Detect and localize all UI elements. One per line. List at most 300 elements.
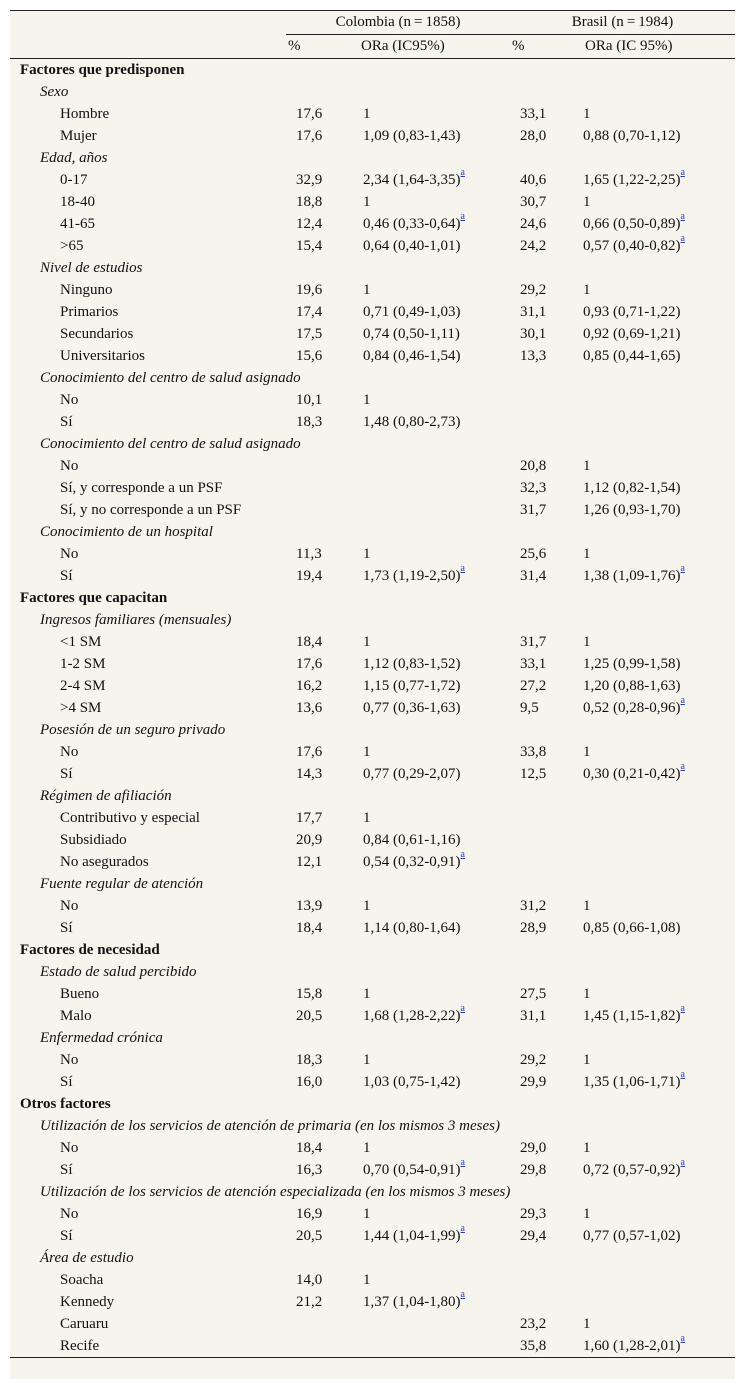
header-row-groups xyxy=(10,11,735,35)
colombia-pct-cell-text: 14,0 xyxy=(296,1272,323,1288)
brasil-pct-cell-text: 13,3 xyxy=(520,348,547,364)
brasil-ora-cell-text: 0,72 (0,57-0,92) xyxy=(583,1162,681,1178)
brasil-ora-cell-text: 1 xyxy=(583,1206,591,1222)
subgroup-title: Sexo xyxy=(40,84,69,100)
brasil-pct-cell xyxy=(510,1005,582,1027)
brasil-ora-cell-text: 0,66 (0,50-0,89) xyxy=(583,216,681,232)
results-table xyxy=(10,10,735,1358)
colombia-ora-cell xyxy=(358,1335,510,1358)
table-row xyxy=(10,455,735,477)
table-row xyxy=(10,499,735,521)
colombia-pct-cell xyxy=(286,1313,358,1335)
row-label xyxy=(10,1049,286,1071)
brasil-ora-cell xyxy=(582,235,735,257)
row-label xyxy=(10,675,286,697)
colombia-ora-cell xyxy=(358,191,510,213)
brasil-pct-cell xyxy=(510,565,582,587)
row-label-text: Malo xyxy=(60,1008,92,1024)
footnote-link[interactable]: a xyxy=(680,1333,685,1344)
row-label xyxy=(10,1137,286,1159)
brasil-ora-cell xyxy=(582,1269,735,1291)
brasil-pct-cell xyxy=(510,455,582,477)
brasil-ora-cell-text: 1 xyxy=(583,1052,591,1068)
brasil-ora-cell-text: 0,85 (0,66-1,08) xyxy=(583,920,681,936)
colombia-ora-cell xyxy=(358,917,510,939)
colombia-pct-cell xyxy=(286,1159,358,1181)
row-label-text: Secundarios xyxy=(60,326,134,342)
colombia-pct-cell-text: 12,4 xyxy=(296,216,323,232)
colombia-pct-cell xyxy=(286,191,358,213)
table-row xyxy=(10,1159,735,1181)
table-row xyxy=(10,675,735,697)
colombia-pct-cell-text: 18,4 xyxy=(296,634,323,650)
colombia-pct-cell-text: 17,4 xyxy=(296,304,323,320)
footnote-link[interactable]: a xyxy=(680,1157,685,1168)
row-label xyxy=(10,1291,286,1313)
row-label xyxy=(10,477,286,499)
colombia-ora-cell-text: 1 xyxy=(363,744,371,760)
subgroup-header-row xyxy=(10,873,735,895)
table-row xyxy=(10,829,735,851)
section-title: Factores de necesidad xyxy=(20,942,160,958)
row-label xyxy=(10,1005,286,1027)
section-header-row xyxy=(10,1093,735,1115)
colombia-pct-cell-text: 16,9 xyxy=(296,1206,323,1222)
brasil-ora-cell xyxy=(582,631,735,653)
colombia-ora-cell-text: 0,84 (0,46-1,54) xyxy=(363,348,461,364)
brasil-ora-cell xyxy=(582,741,735,763)
colombia-pct-cell-text: 16,3 xyxy=(296,1162,323,1178)
brasil-ora-cell xyxy=(582,191,735,213)
colombia-ora-cell-text: 1 xyxy=(363,810,371,826)
footnote-link[interactable]: a xyxy=(460,1157,465,1168)
subgroup-title: Utilización de los servicios de atención de primaria (en los mismos 3 meses) xyxy=(40,1118,500,1134)
brasil-pct-cell-text: 20,8 xyxy=(520,458,547,474)
brasil-ora-cell-text: 1,12 (0,82-1,54) xyxy=(583,480,681,496)
colombia-pct-cell xyxy=(286,741,358,763)
row-label-text: Sí xyxy=(60,920,73,936)
colombia-ora-cell xyxy=(358,829,510,851)
subgroup-title: Fuente regular de atención xyxy=(40,876,204,892)
brasil-pct-cell xyxy=(510,411,582,433)
colombia-pct-cell xyxy=(286,1269,358,1291)
section-title: Factores que predisponen xyxy=(20,62,185,78)
subgroup-title: Estado de salud percibido xyxy=(40,964,197,980)
brasil-pct-cell xyxy=(510,631,582,653)
brasil-ora-cell xyxy=(582,807,735,829)
row-label xyxy=(10,741,286,763)
brasil-pct-cell xyxy=(510,477,582,499)
row-label xyxy=(10,543,286,565)
colombia-pct-cell-text: 19,6 xyxy=(296,282,323,298)
colombia-pct-cell-text: 16,0 xyxy=(296,1074,323,1090)
row-label xyxy=(10,169,286,191)
subgroup-header-row xyxy=(10,961,735,983)
brasil-ora-cell xyxy=(582,1071,735,1093)
brasil-pct-cell xyxy=(510,323,582,345)
brasil-pct-cell-text: 25,6 xyxy=(520,546,547,562)
row-label-text: Soacha xyxy=(60,1272,104,1288)
row-label xyxy=(10,323,286,345)
brasil-pct-cell-text: 33,1 xyxy=(520,656,547,672)
brasil-pct-cell-text: 30,1 xyxy=(520,326,547,342)
brasil-ora-cell xyxy=(582,213,735,235)
footnote-link[interactable]: a xyxy=(460,1003,465,1014)
brasil-ora-cell xyxy=(582,1225,735,1247)
colombia-pct-cell-text: 18,3 xyxy=(296,1052,323,1068)
colombia-pct-cell-text: 12,1 xyxy=(296,854,323,870)
footnote-link[interactable]: a xyxy=(460,1289,465,1300)
row-label xyxy=(10,389,286,411)
table-body xyxy=(10,59,735,1358)
colombia-ora-cell-text: 1,03 (0,75-1,42) xyxy=(363,1074,461,1090)
subgroup-title: Conocimiento de un hospital xyxy=(40,524,213,540)
subgroup-header-row xyxy=(10,609,735,631)
colombia-ora-cell-text: 0,70 (0,54-0,91) xyxy=(363,1162,461,1178)
brasil-pct-cell-text: 33,1 xyxy=(520,106,547,122)
brasil-ora-cell-text: 1 xyxy=(583,458,591,474)
colombia-ora-cell-text: 0,64 (0,40-1,01) xyxy=(363,238,461,254)
brasil-pct-cell xyxy=(510,279,582,301)
colombia-pct-cell xyxy=(286,543,358,565)
row-label-text: No xyxy=(60,1140,79,1156)
brasil-pct-cell xyxy=(510,675,582,697)
colombia-pct-cell xyxy=(286,697,358,719)
row-label xyxy=(10,851,286,873)
brasil-ora-cell xyxy=(582,345,735,367)
table-row xyxy=(10,213,735,235)
brasil-ora-cell xyxy=(582,653,735,675)
colombia-ora-cell xyxy=(358,455,510,477)
colombia-pct-cell-text: 16,2 xyxy=(296,678,323,694)
colombia-pct-cell-text: 10,1 xyxy=(296,392,323,408)
brasil-pct-cell xyxy=(510,389,582,411)
colombia-pct-cell-text: 19,4 xyxy=(296,568,323,584)
brasil-pct-cell xyxy=(510,1137,582,1159)
header-pct-colombia: % xyxy=(286,35,358,59)
colombia-pct-cell xyxy=(286,1049,358,1071)
brasil-ora-cell xyxy=(582,1203,735,1225)
colombia-pct-cell xyxy=(286,455,358,477)
row-label xyxy=(10,565,286,587)
row-label xyxy=(10,1203,286,1225)
subgroup-title: Ingresos familiares (mensuales) xyxy=(40,612,232,628)
colombia-pct-cell xyxy=(286,851,358,873)
brasil-ora-cell xyxy=(582,103,735,125)
row-label-text: >65 xyxy=(60,238,84,254)
row-label-text: Caruaru xyxy=(60,1316,109,1332)
subgroup-header-row xyxy=(10,1247,735,1269)
table-row xyxy=(10,895,735,917)
subgroup-title: Conocimiento del centro de salud asignado xyxy=(40,436,301,452)
row-label xyxy=(10,1335,286,1358)
brasil-ora-cell xyxy=(582,125,735,147)
colombia-ora-cell xyxy=(358,1049,510,1071)
footnote-link[interactable]: a xyxy=(680,1003,685,1014)
brasil-ora-cell xyxy=(582,477,735,499)
brasil-pct-cell-text: 29,2 xyxy=(520,282,547,298)
footnote-link[interactable]: a xyxy=(460,563,465,574)
row-label xyxy=(10,499,286,521)
colombia-pct-cell-text: 21,2 xyxy=(296,1294,323,1310)
table-row xyxy=(10,631,735,653)
row-label-text: Sí, y corresponde a un PSF xyxy=(60,480,223,496)
brasil-pct-cell-text: 33,8 xyxy=(520,744,547,760)
brasil-ora-cell-text: 0,85 (0,44-1,65) xyxy=(583,348,681,364)
colombia-pct-cell xyxy=(286,895,358,917)
table-row xyxy=(10,103,735,125)
colombia-pct-cell-text: 11,3 xyxy=(296,546,322,562)
brasil-ora-cell-text: 1 xyxy=(583,546,591,562)
colombia-ora-cell-text: 1,48 (0,80-2,73) xyxy=(363,414,461,430)
table-row xyxy=(10,235,735,257)
header-ora-brasil: ORa (IC 95%) xyxy=(582,35,735,59)
row-label xyxy=(10,1071,286,1093)
brasil-pct-cell-text: 31,7 xyxy=(520,634,547,650)
colombia-pct-cell-text: 32,9 xyxy=(296,172,323,188)
brasil-pct-cell-text: 24,2 xyxy=(520,238,547,254)
brasil-pct-cell xyxy=(510,763,582,785)
brasil-pct-cell-text: 40,6 xyxy=(520,172,547,188)
brasil-pct-cell xyxy=(510,169,582,191)
colombia-pct-cell xyxy=(286,1291,358,1313)
colombia-ora-cell xyxy=(358,345,510,367)
colombia-pct-cell-text: 18,3 xyxy=(296,414,323,430)
colombia-ora-cell xyxy=(358,1159,510,1181)
footnote-link[interactable]: a xyxy=(680,761,685,772)
colombia-ora-cell xyxy=(358,499,510,521)
table-row xyxy=(10,807,735,829)
row-label-text: No asegurados xyxy=(60,854,149,870)
row-label-text: No xyxy=(60,898,79,914)
footnote-link[interactable]: a xyxy=(680,211,685,222)
brasil-pct-cell xyxy=(510,543,582,565)
subgroup-header-row xyxy=(10,1027,735,1049)
table-row xyxy=(10,389,735,411)
colombia-pct-cell-text: 17,6 xyxy=(296,106,323,122)
colombia-ora-cell xyxy=(358,851,510,873)
colombia-pct-cell xyxy=(286,1225,358,1247)
colombia-pct-cell xyxy=(286,1005,358,1027)
colombia-ora-cell xyxy=(358,697,510,719)
colombia-pct-cell xyxy=(286,301,358,323)
colombia-ora-cell-text: 1 xyxy=(363,898,371,914)
colombia-pct-cell xyxy=(286,675,358,697)
brasil-pct-cell xyxy=(510,125,582,147)
brasil-ora-cell-text: 1,45 (1,15-1,82) xyxy=(583,1008,681,1024)
brasil-pct-cell xyxy=(510,1071,582,1093)
brasil-pct-cell-text: 31,4 xyxy=(520,568,547,584)
brasil-ora-cell xyxy=(582,169,735,191)
colombia-ora-cell-text: 1,12 (0,83-1,52) xyxy=(363,656,461,672)
footnote-link[interactable]: a xyxy=(460,167,465,178)
colombia-pct-cell-text: 18,4 xyxy=(296,1140,323,1156)
row-label xyxy=(10,895,286,917)
brasil-pct-cell-text: 29,4 xyxy=(520,1228,547,1244)
subgroup-header-row xyxy=(10,433,735,455)
brasil-pct-cell-text: 28,0 xyxy=(520,128,547,144)
brasil-pct-cell-text: 29,8 xyxy=(520,1162,547,1178)
row-label-text: Sí xyxy=(60,1074,73,1090)
colombia-ora-cell-text: 0,84 (0,61-1,16) xyxy=(363,832,461,848)
colombia-ora-cell-text: 1 xyxy=(363,392,371,408)
footnote-link[interactable]: a xyxy=(680,695,685,706)
subgroup-header-row xyxy=(10,521,735,543)
colombia-ora-cell-text: 0,74 (0,50-1,11) xyxy=(363,326,460,342)
colombia-ora-cell xyxy=(358,1071,510,1093)
footnote-link[interactable]: a xyxy=(680,1069,685,1080)
brasil-ora-cell-text: 1 xyxy=(583,1140,591,1156)
colombia-pct-cell xyxy=(286,345,358,367)
table-row xyxy=(10,851,735,873)
colombia-pct-cell xyxy=(286,477,358,499)
row-label-text: No xyxy=(60,458,79,474)
brasil-ora-cell-text: 1 xyxy=(583,194,591,210)
colombia-ora-cell-text: 1,15 (0,77-1,72) xyxy=(363,678,461,694)
colombia-ora-cell xyxy=(358,565,510,587)
brasil-ora-cell-text: 1,38 (1,09-1,76) xyxy=(583,568,681,584)
colombia-ora-cell-text: 1 xyxy=(363,546,371,562)
colombia-ora-cell-text: 1,68 (1,28-2,22) xyxy=(363,1008,461,1024)
colombia-pct-cell xyxy=(286,1071,358,1093)
colombia-pct-cell xyxy=(286,653,358,675)
brasil-pct-cell-text: 32,3 xyxy=(520,480,547,496)
brasil-pct-cell xyxy=(510,917,582,939)
colombia-ora-cell xyxy=(358,411,510,433)
brasil-ora-cell xyxy=(582,411,735,433)
row-label-text: Sí xyxy=(60,414,73,430)
brasil-pct-cell xyxy=(510,235,582,257)
brasil-pct-cell xyxy=(510,1203,582,1225)
row-label xyxy=(10,125,286,147)
colombia-ora-cell xyxy=(358,631,510,653)
colombia-pct-cell-text: 18,8 xyxy=(296,194,323,210)
colombia-ora-cell-text: 1 xyxy=(363,282,371,298)
brasil-pct-cell xyxy=(510,1291,582,1313)
subgroup-title: Conocimiento del centro de salud asignado xyxy=(40,370,301,386)
brasil-pct-cell xyxy=(510,213,582,235)
table-row xyxy=(10,125,735,147)
table-row xyxy=(10,1137,735,1159)
brasil-pct-cell-text: 29,0 xyxy=(520,1140,547,1156)
table-container xyxy=(10,10,735,1379)
brasil-ora-cell-text: 1,60 (1,28-2,01) xyxy=(583,1338,681,1354)
colombia-ora-cell-text: 1,14 (0,80-1,64) xyxy=(363,920,461,936)
brasil-ora-cell xyxy=(582,1313,735,1335)
colombia-ora-cell-text: 1 xyxy=(363,1272,371,1288)
subgroup-title: Régimen de afiliación xyxy=(40,788,172,804)
brasil-pct-cell xyxy=(510,1225,582,1247)
brasil-pct-cell-text: 29,9 xyxy=(520,1074,547,1090)
table-row xyxy=(10,917,735,939)
brasil-ora-cell-text: 1,20 (0,88-1,63) xyxy=(583,678,681,694)
row-label-text: 1-2 SM xyxy=(60,656,106,672)
footnote-link[interactable]: a xyxy=(460,849,465,860)
row-label-text: Ninguno xyxy=(60,282,113,298)
row-label xyxy=(10,697,286,719)
brasil-ora-cell-text: 1,35 (1,06-1,71) xyxy=(583,1074,681,1090)
colombia-ora-cell xyxy=(358,807,510,829)
brasil-ora-cell-text: 1 xyxy=(583,282,591,298)
row-label-text: No xyxy=(60,744,79,760)
colombia-pct-cell xyxy=(286,565,358,587)
footnote-link[interactable]: a xyxy=(680,233,685,244)
section-header-row xyxy=(10,59,735,82)
colombia-pct-cell-text: 20,5 xyxy=(296,1008,323,1024)
footnote-link[interactable]: a xyxy=(460,211,465,222)
colombia-ora-cell xyxy=(358,895,510,917)
colombia-pct-cell xyxy=(286,763,358,785)
brasil-pct-cell xyxy=(510,807,582,829)
brasil-ora-cell xyxy=(582,917,735,939)
row-label-text: Sí xyxy=(60,766,73,782)
header-brasil: Brasil (n = 1984) xyxy=(510,11,735,35)
colombia-ora-cell xyxy=(358,103,510,125)
colombia-pct-cell xyxy=(286,1137,358,1159)
colombia-ora-cell xyxy=(358,653,510,675)
brasil-pct-cell xyxy=(510,301,582,323)
footnote-link[interactable]: a xyxy=(680,563,685,574)
brasil-ora-cell xyxy=(582,1335,735,1358)
row-label xyxy=(10,1313,286,1335)
colombia-ora-cell xyxy=(358,1269,510,1291)
footnote-link[interactable]: a xyxy=(680,167,685,178)
colombia-pct-cell-text: 20,5 xyxy=(296,1228,323,1244)
subgroup-title: Enfermedad crónica xyxy=(40,1030,163,1046)
colombia-ora-cell xyxy=(358,675,510,697)
row-label-text: Primarios xyxy=(60,304,119,320)
colombia-pct-cell xyxy=(286,169,358,191)
colombia-pct-cell xyxy=(286,1203,358,1225)
colombia-ora-cell xyxy=(358,763,510,785)
colombia-ora-cell xyxy=(358,1225,510,1247)
colombia-pct-cell-text: 18,4 xyxy=(296,920,323,936)
colombia-ora-cell xyxy=(358,301,510,323)
brasil-ora-cell-text: 1,65 (1,22-2,25) xyxy=(583,172,681,188)
brasil-pct-cell xyxy=(510,1049,582,1071)
footnote-link[interactable]: a xyxy=(460,1223,465,1234)
row-label-text: No xyxy=(60,546,79,562)
table-row xyxy=(10,1049,735,1071)
colombia-ora-cell xyxy=(358,1203,510,1225)
header-row-columns xyxy=(10,35,735,59)
row-label xyxy=(10,345,286,367)
table-row xyxy=(10,1071,735,1093)
table-row xyxy=(10,543,735,565)
subgroup-header-row xyxy=(10,367,735,389)
subgroup-header-row xyxy=(10,785,735,807)
colombia-ora-cell-text: 1 xyxy=(363,194,371,210)
row-label xyxy=(10,213,286,235)
section-title: Factores que capacitan xyxy=(20,590,168,606)
table-row xyxy=(10,279,735,301)
colombia-pct-cell xyxy=(286,631,358,653)
brasil-pct-cell xyxy=(510,653,582,675)
colombia-pct-cell xyxy=(286,829,358,851)
brasil-ora-cell-text: 0,88 (0,70-1,12) xyxy=(583,128,681,144)
brasil-ora-cell xyxy=(582,1291,735,1313)
row-label-text: Sí, y no corresponde a un PSF xyxy=(60,502,242,518)
colombia-pct-cell xyxy=(286,389,358,411)
brasil-ora-cell-text: 0,30 (0,21-0,42) xyxy=(583,766,681,782)
brasil-ora-cell xyxy=(582,851,735,873)
brasil-pct-cell-text: 23,2 xyxy=(520,1316,547,1332)
colombia-ora-cell-text: 1 xyxy=(363,1140,371,1156)
subgroup-title: Utilización de los servicios de atención especializada (en los mismos 3 meses) xyxy=(40,1184,511,1200)
colombia-ora-cell-text: 1,09 (0,83-1,43) xyxy=(363,128,461,144)
brasil-pct-cell xyxy=(510,499,582,521)
section-header-row xyxy=(10,587,735,609)
